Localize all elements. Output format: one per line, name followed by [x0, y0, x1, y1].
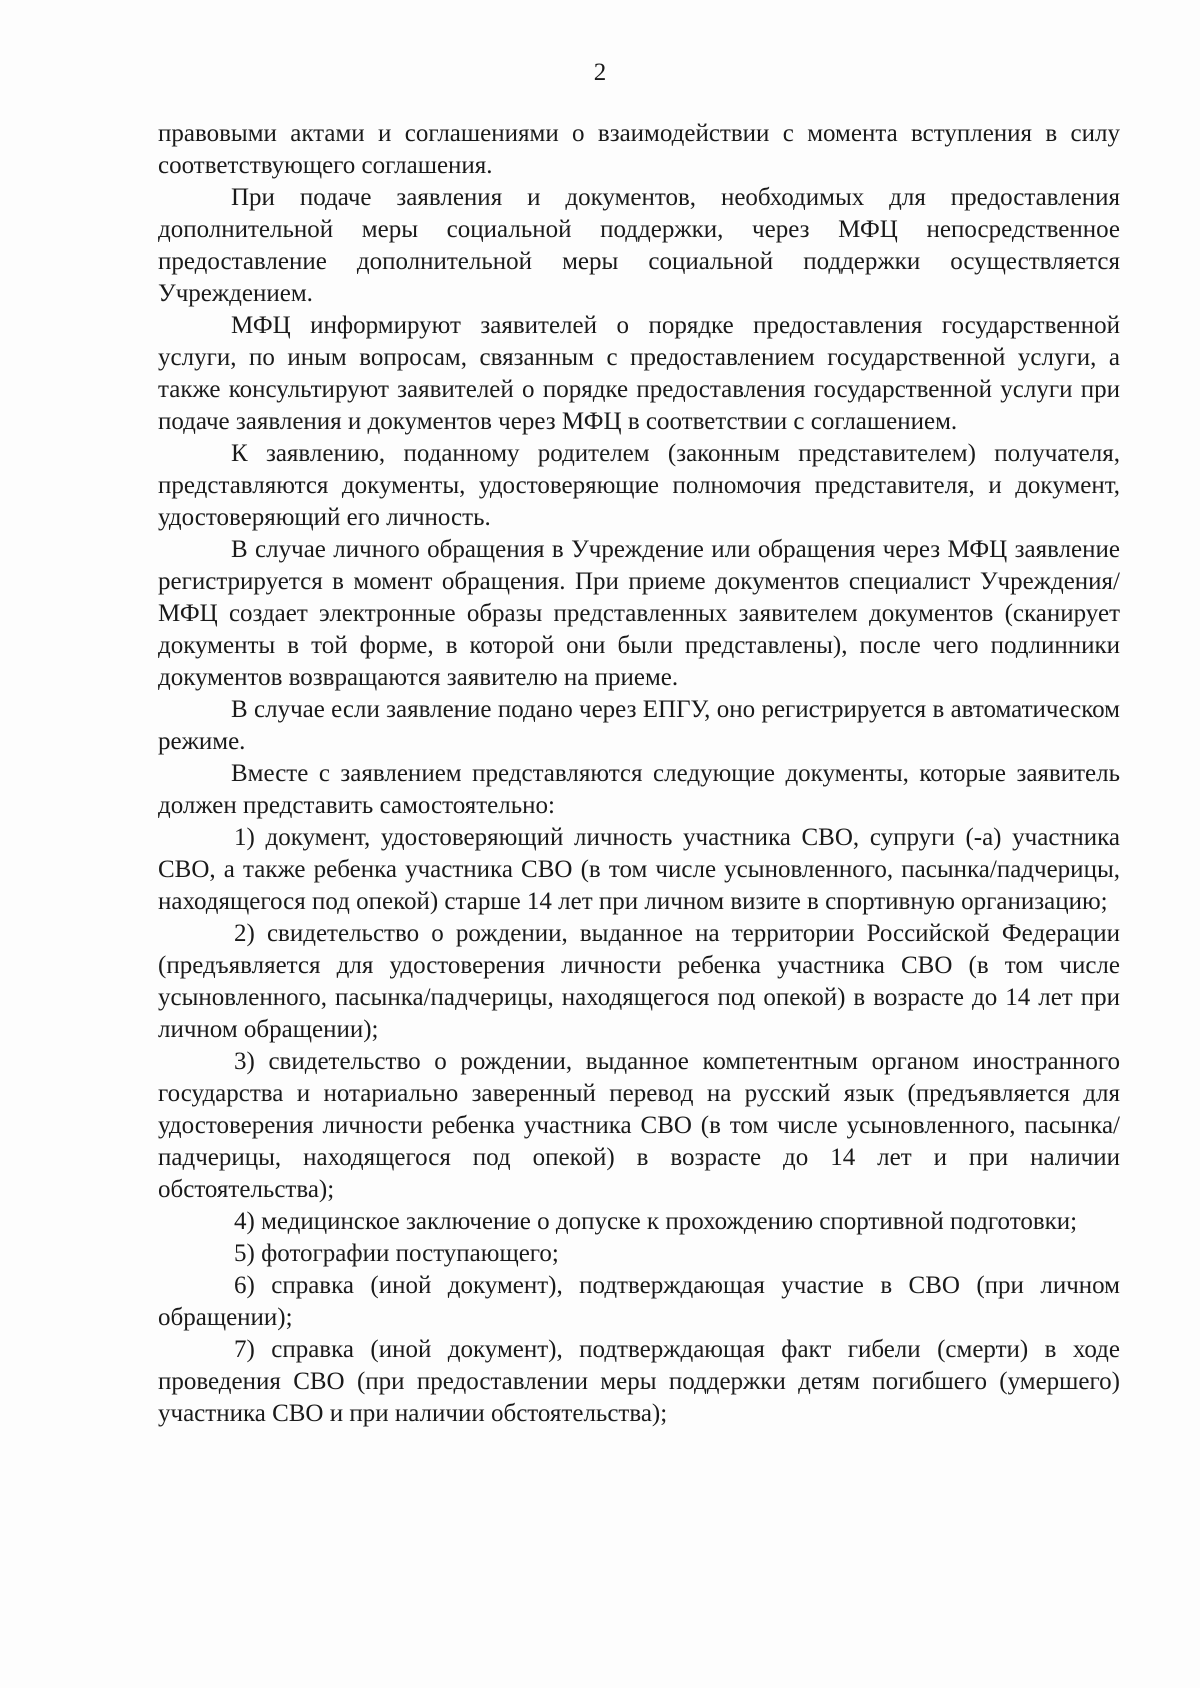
page-number: 2 [593, 59, 607, 86]
list-item-identity-document: 1) документ, удостоверяющий личность участника СВО, супруги (-а) участника СВО, а также ребенка участника СВО (в том числе усыновленного, пасынка/падчерицы, находящегося под опекой) старше 14 лет при личном визите в спортивную организацию; [158, 824, 1120, 915]
paragraph-required-documents-intro: Вместе с заявлением представляются следующие документы, которые заявитель должен представить самостоятельно: [158, 760, 1120, 819]
list-item-medical-certificate: 4) медицинское заключение о допуске к прохождению спортивной подготовки; [234, 1208, 1078, 1235]
list-item-birth-certificate-rf: 2) свидетельство о рождении, выданное на территории Российской Федерации (предъявляется для удостоверения личности ребенка участника СВО (в том числе усыновленного, пасынка/падчерицы, находящегося под опекой) в возрасте до 14 лет при личном обращении); [158, 920, 1120, 1043]
list-item-death-certificate: 7) справка (иной документ), подтверждающая факт гибели (смерти) в ходе проведения СВО (при предоставлении меры поддержки детям погибшего (умершего) участника СВО и при наличии обстоятельства); [158, 1336, 1120, 1427]
list-item-birth-certificate-foreign: 3) свидетельство о рождении, выданное компетентным органом иностранного государства и нотариально заверенный перевод на русский язык (предъявляется для удостоверения личности ребенка участника СВО (в том числе усыновленного, пасынка/падчерицы, находящегося под опекой) в возрасте до 14 лет и при наличии обстоятельства); [158, 1048, 1120, 1203]
paragraph-epgu-registration: В случае если заявление подано через ЕПГУ, оно регистрируется в автоматическом режиме. [158, 696, 1120, 755]
document-body [158, 118, 1120, 1430]
paragraph-personal-appeal: В случае личного обращения в Учреждение или обращения через МФЦ заявление регистрируется в момент обращения. При приеме документов специалист Учреждения/ МФЦ создает электронные образы представленных заявителем документов (сканирует документы в той форме, в которой они были представлены), после чего подлинники документов возвращаются заявителю на приеме. [158, 536, 1120, 691]
paragraph-continuation: правовыми актами и соглашениями о взаимодействии с момента вступления в силу соответствующего соглашения. [158, 120, 1120, 179]
paragraph-mfc-informing: МФЦ информируют заявителей о порядке предоставления государственной услуги, по иным вопросам, связанным с предоставлением государственной услуги, а также консультируют заявителей о порядке предоставления государственной услуги при подаче заявления и документов через МФЦ в соответствии с соглашением. [158, 312, 1120, 435]
paragraph-mfc-submission: При подаче заявления и документов, необходимых для предоставления дополнительной меры социальной поддержки, через МФЦ непосредственное предоставление дополнительной меры социальной поддержки осуществляется Учреждением. [158, 184, 1120, 307]
list-item-photographs: 5) фотографии поступающего; [234, 1240, 559, 1267]
paragraph-representative-documents: К заявлению, поданному родителем (законным представителем) получателя, представляются документы, удостоверяющие полномочия представителя, и документ, удостоверяющий его личность. [158, 440, 1120, 531]
list-item-svo-participation-certificate: 6) справка (иной документ), подтверждающая участие в СВО (при личном обращении); [158, 1272, 1120, 1331]
